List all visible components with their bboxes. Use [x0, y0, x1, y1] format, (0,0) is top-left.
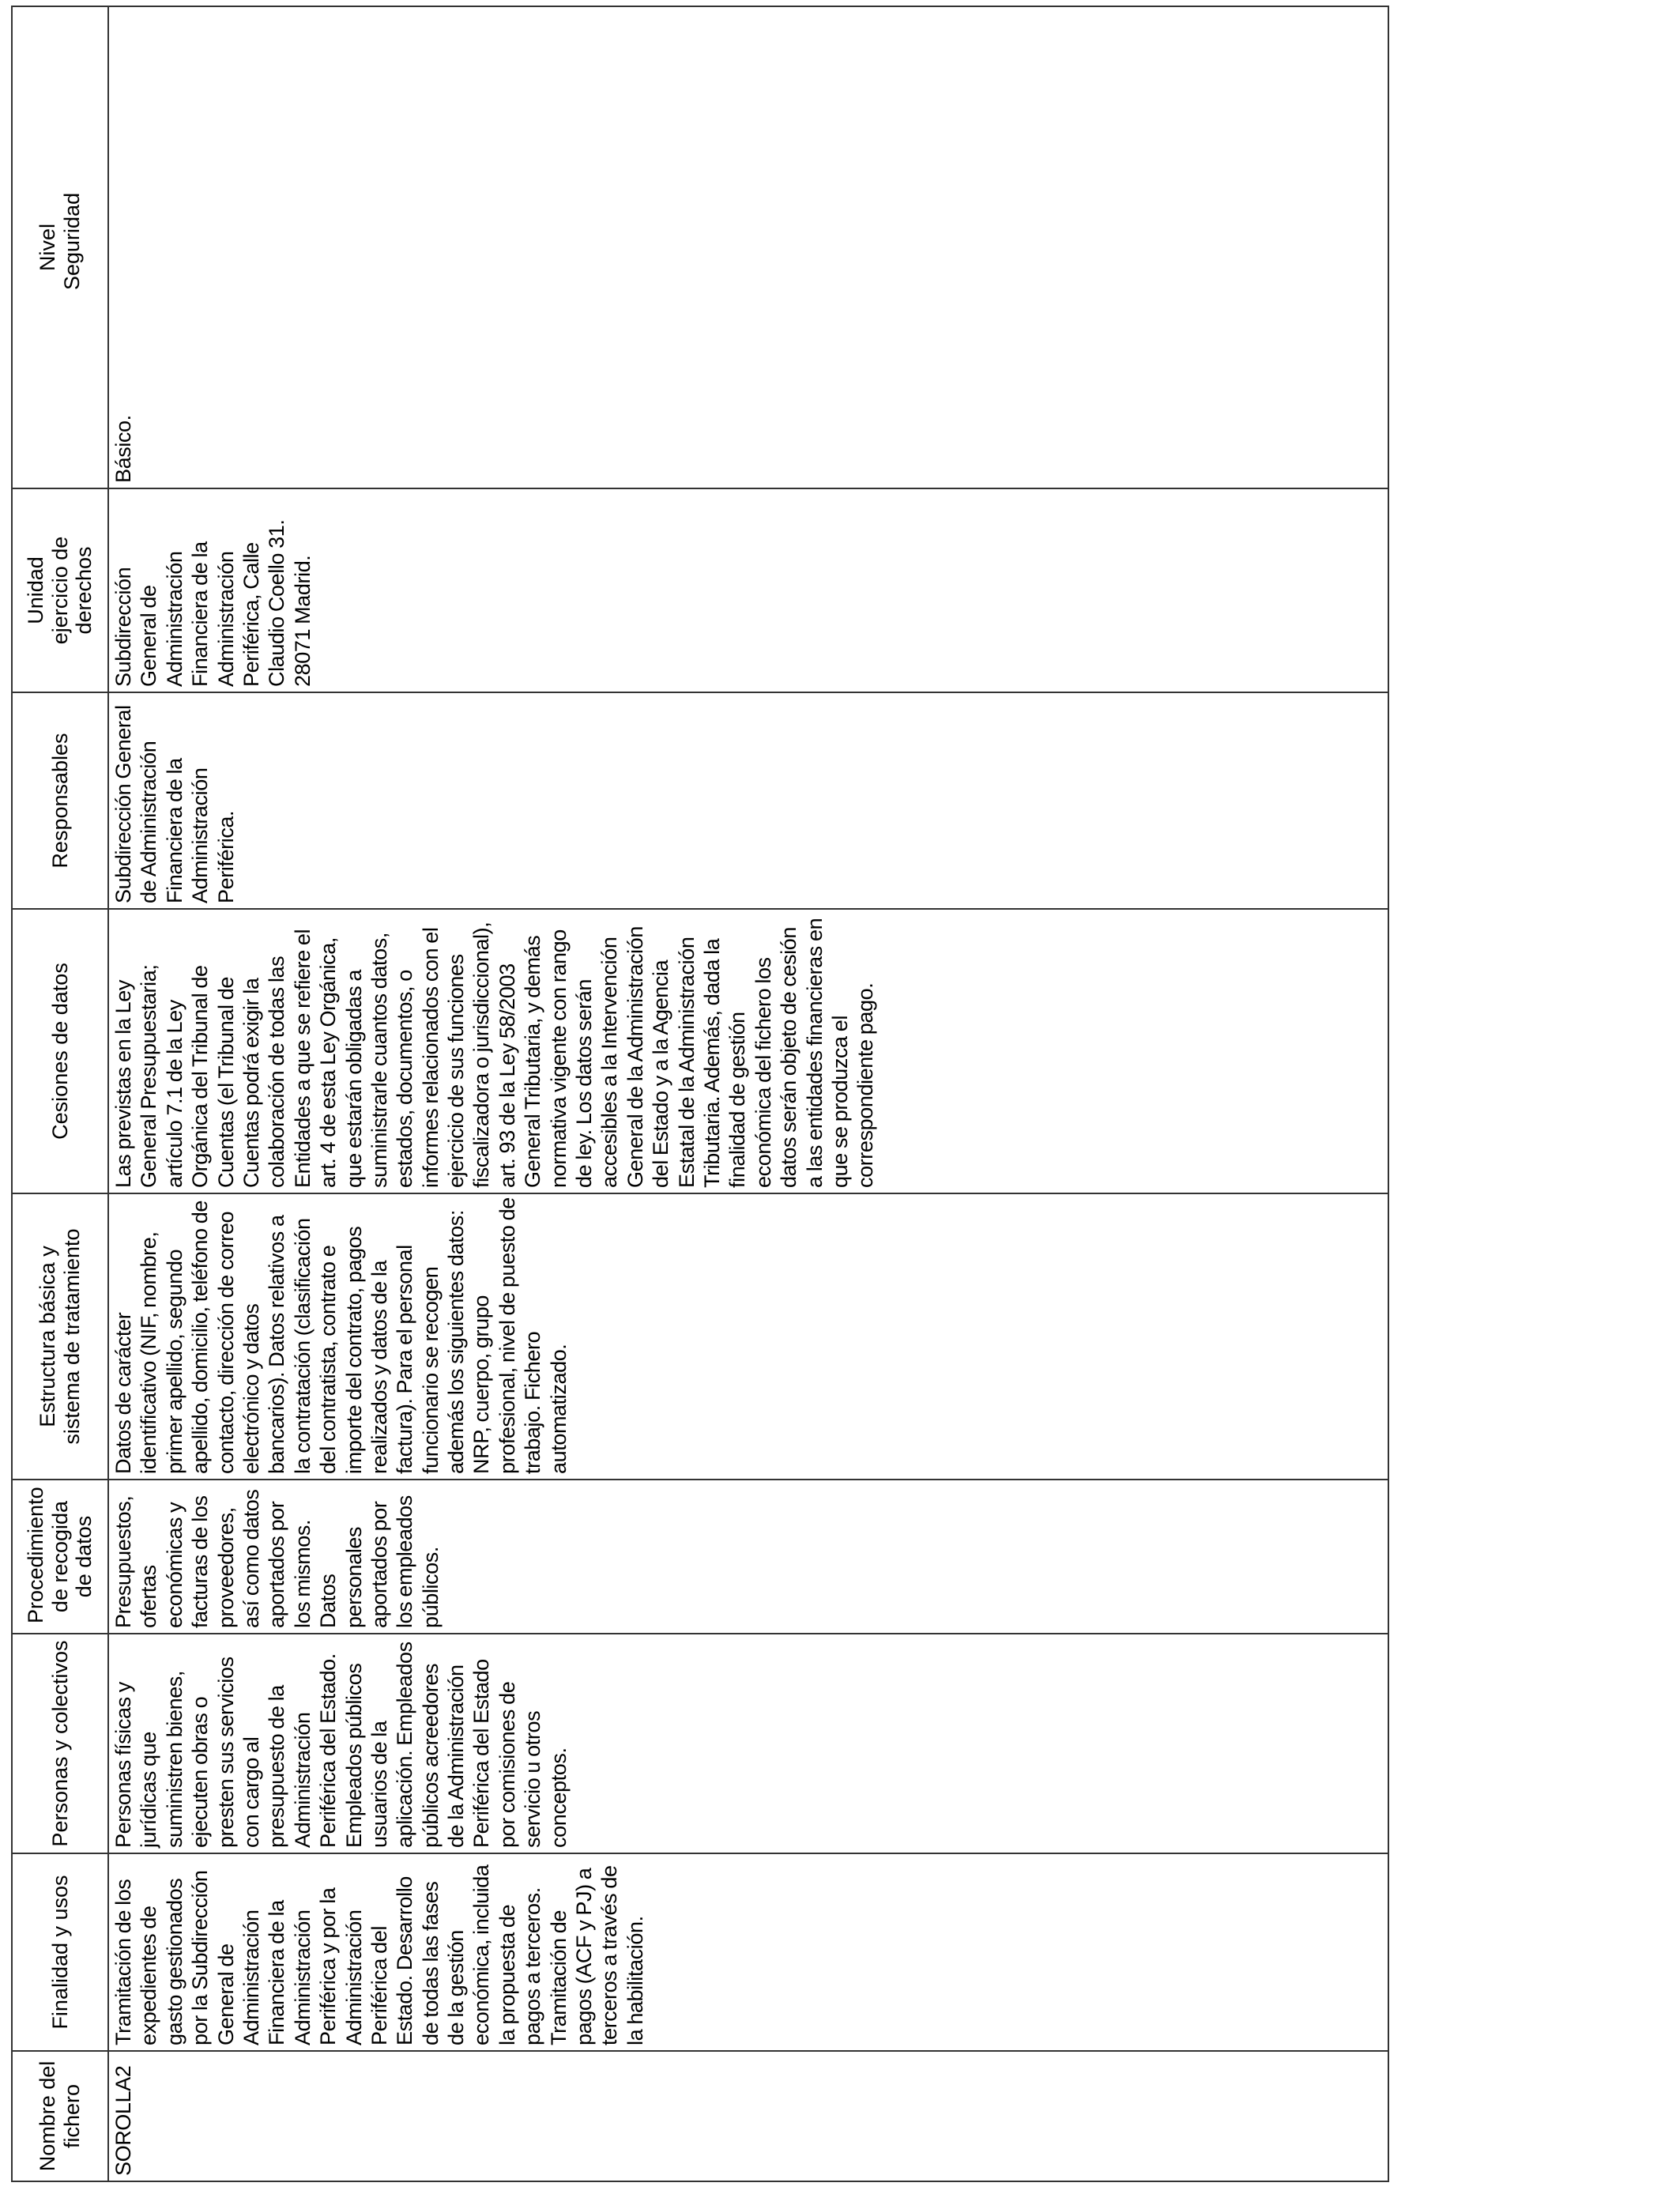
cell-finalidad: Tramitación de los expedientes de gasto gestionados por la Subdirección General de Administración Financiera de la Administración Periférica y por la Administración Periférica del Estado. Desarrollo de todas las fases de la gestión económica, incluida la propuesta de pagos a terceros. Tramitación de pagos (ACF y PJ) a terceros a través de la habilitación. — [108, 1853, 1388, 2051]
header-finalidad-y-usos: Finalidad y usos — [12, 1853, 108, 2051]
header-nombre-del-fichero: Nombre del fichero — [12, 2051, 108, 2181]
cell-personas: Personas físicas y jurídicas que suministren bienes, ejecuten obras o presten sus servicios con cargo al presupuesto de la Administración Periférica del Estado. Empleados públicos usuarios de la aplicación. Empleados públicos acreedores de la Administración Periférica del Estado por comisiones de servicio u otros conceptos. — [108, 1634, 1388, 1853]
table-row — [108, 6, 1388, 2181]
header-cesiones-de-datos: Cesiones de datos — [12, 909, 108, 1193]
header-estructura-basica: Estructura básica y sistema de tratamiento — [12, 1193, 108, 1480]
cell-unidad: Subdirección General de Administración Financiera de la Administración Periférica, Calle Claudio Coello 31. 28071 Madrid. — [108, 488, 1388, 692]
header-procedimiento-recogida: Procedimiento de recogida de datos — [12, 1480, 108, 1634]
header-personas-y-colectivos: Personas y colectivos — [12, 1634, 108, 1853]
header-unidad-ejercicio-derechos: Unidad ejercicio de derechos — [12, 488, 108, 692]
cell-nivel: Básico. — [108, 6, 1388, 488]
cell-responsables: Subdirección General de Administración Financiera de la Administración Periférica. — [108, 692, 1388, 909]
data-file-table — [11, 6, 1389, 2182]
header-responsables: Responsables — [12, 692, 108, 909]
cell-procedimiento: Presupuestos, ofertas económicas y facturas de los proveedores, así como datos aportados por los mismos. Datos personales aportados por los empleados públicos. — [108, 1480, 1388, 1634]
cell-estructura: Datos de carácter identificativo (NIF, nombre, primer apellido, segundo apellido, domicilio, teléfono de contacto, dirección de correo electrónico y datos bancarios). Datos relativos a la contratación (clasificación del contratista, contrato e importe del contrato, pagos realizados y datos de la factura). Para el personal funcionario se recogen además los siguientes datos: NRP, cuerpo, grupo profesional, nivel de puesto de trabajo. Fichero automatizado. — [108, 1193, 1388, 1480]
header-nivel-seguridad: Nivel Seguridad — [12, 6, 108, 488]
cell-nombre: SOROLLA2 — [108, 2051, 1388, 2181]
cell-cesiones: Las previstas en la Ley General Presupuestaria; artículo 7.1 de la Ley Orgánica del Tribunal de Cuentas (el Tribunal de Cuentas podrá exigir la colaboración de todas las Entidades a que se refiere el art. 4 de esta Ley Orgánica, que estarán obligadas a suministrarle cuantos datos, estados, documentos, o informes relacionados con el ejercicio de sus funciones fiscalizadora o jurisdiccional), art. 93 de la Ley 58/2003 General Tributaria, y demás normativa vigente con rango de ley. Los datos serán accesibles a la Intervención General de la Administración del Estado y a la Agencia Estatal de la Administración Tributaria. Además, dada la finalidad de gestión económica del fichero los datos serán objeto de cesión a las entidades financieras en que se produzca el correspondiente pago. — [108, 909, 1388, 1193]
table-header-row — [12, 6, 108, 2181]
